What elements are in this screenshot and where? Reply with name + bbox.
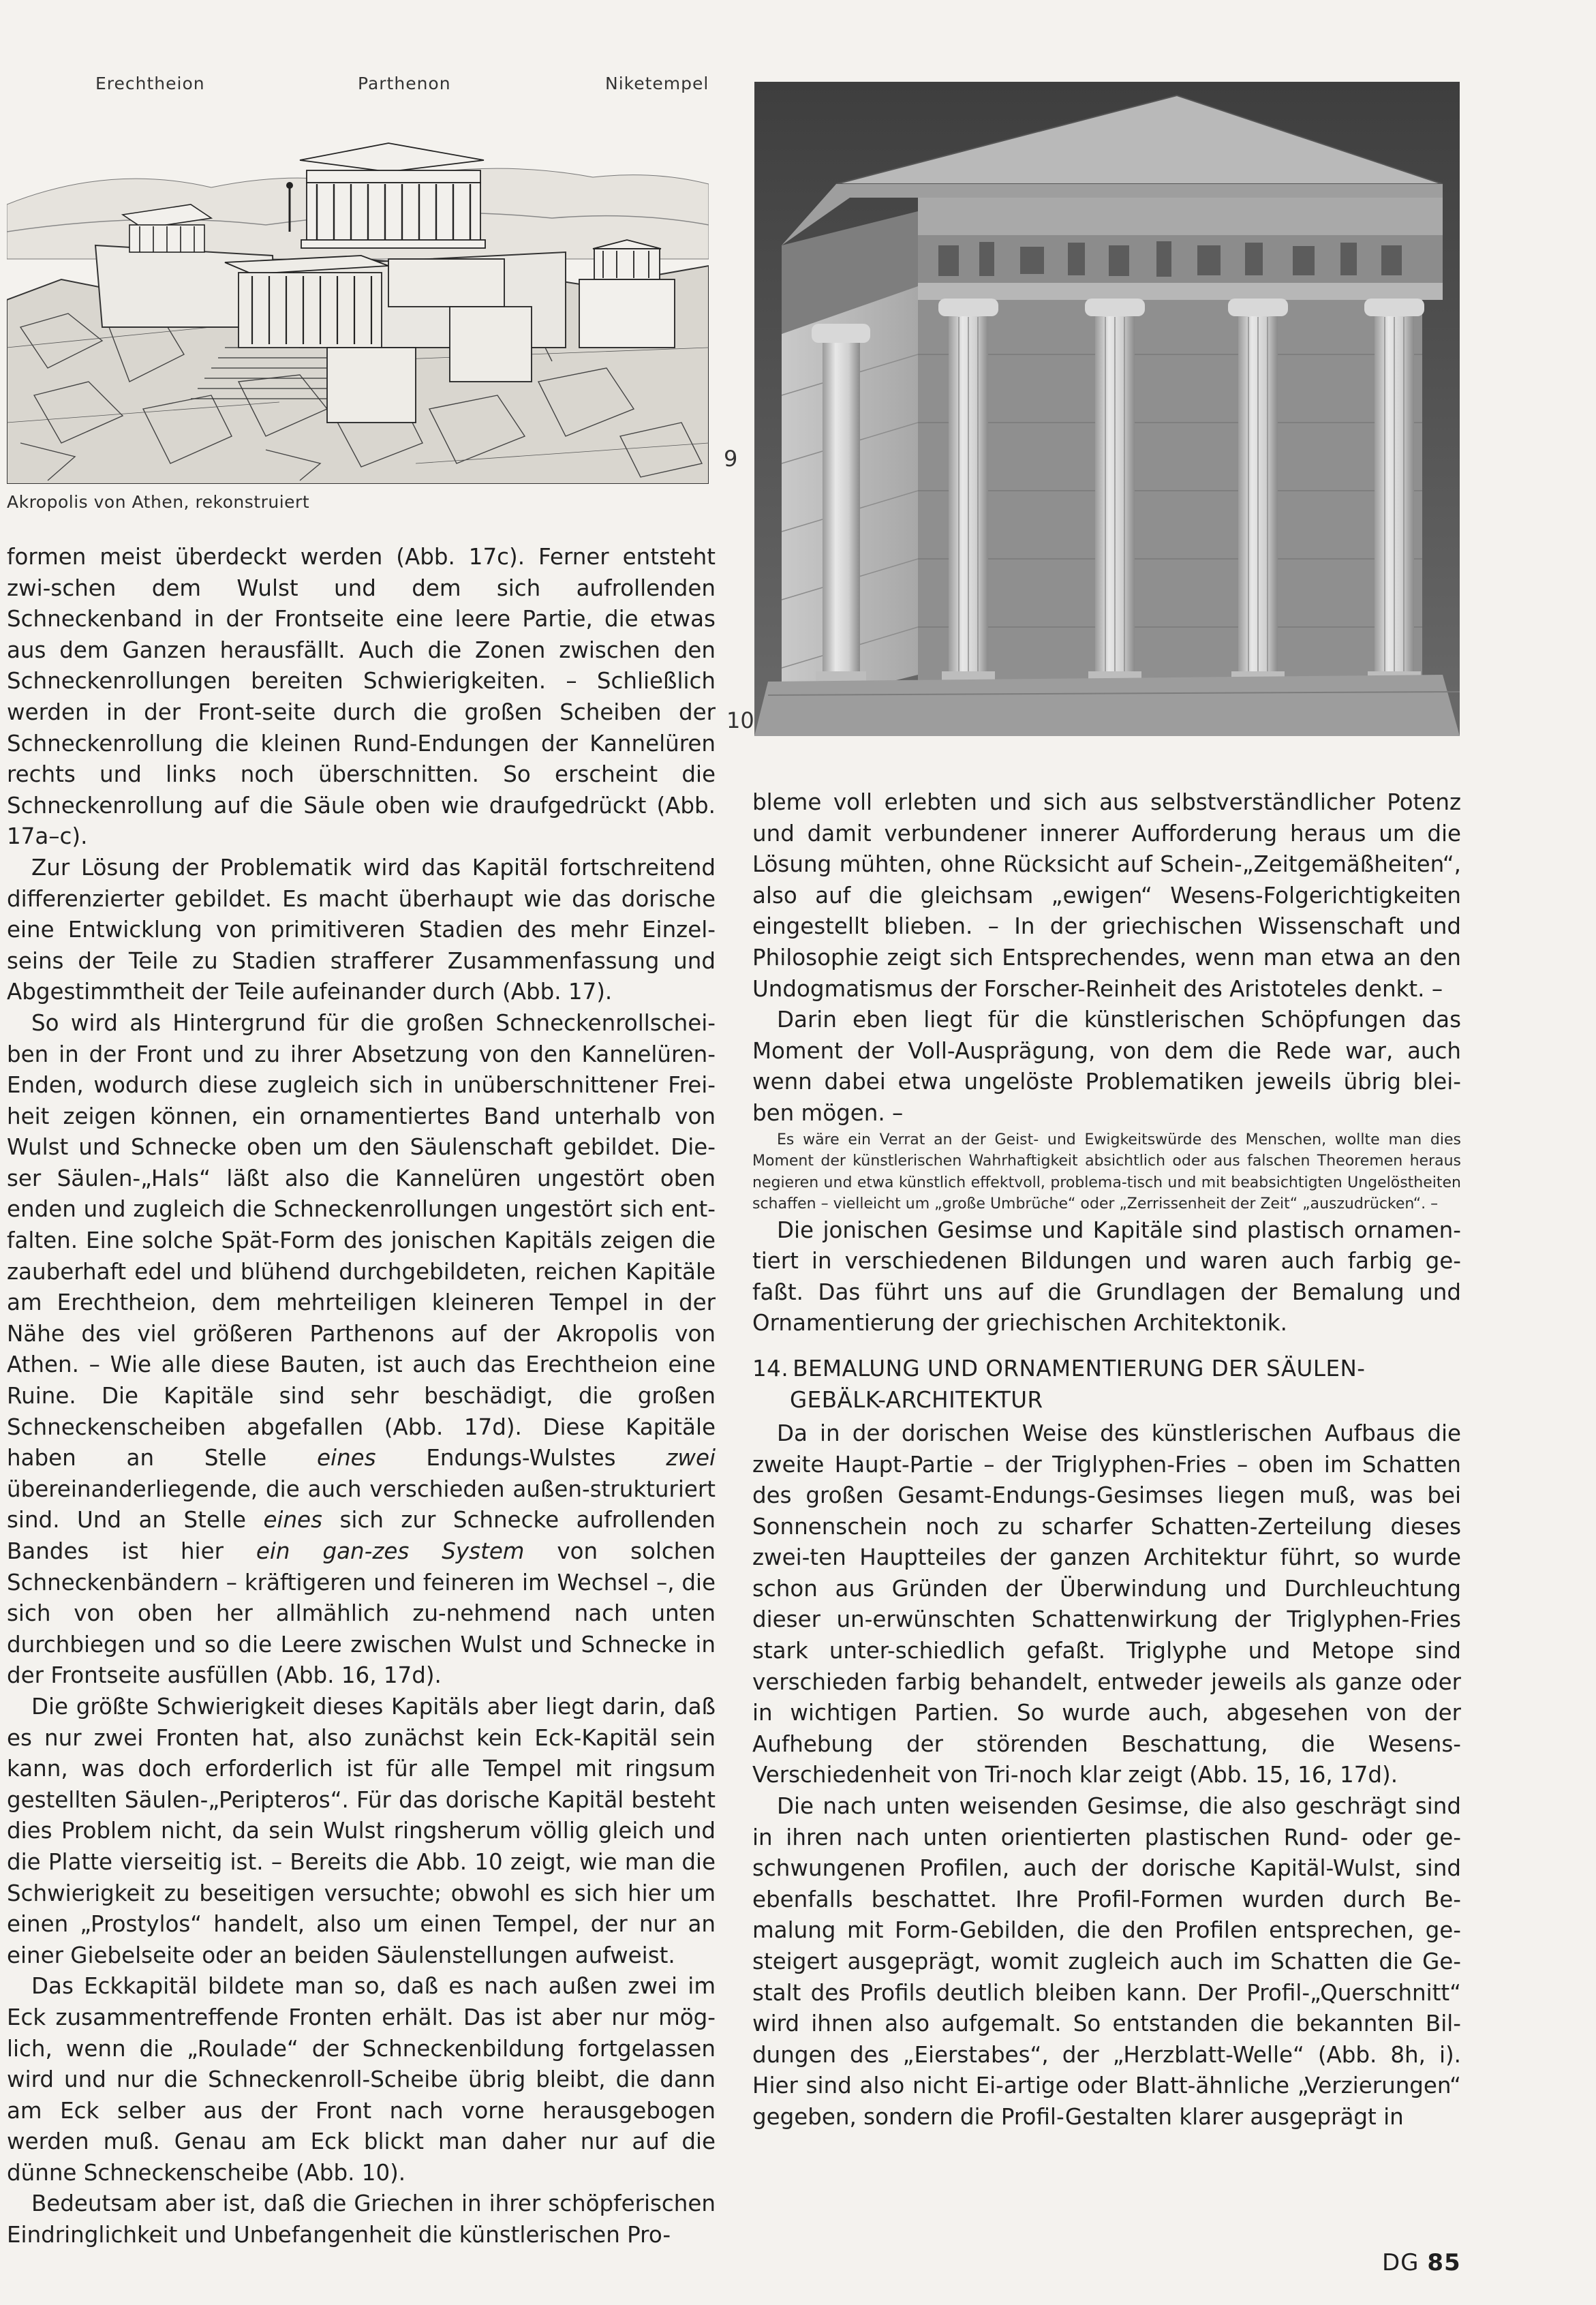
label-niketempel: Niketempel [605,74,709,93]
section-heading [752,1353,1461,1416]
paragraph: Die größte Schwierigkeit dieses Kapitäls aber liegt darin, daß es nur zwei Fronten hat, also zunächst kein Eck-Kapitäl sein kann, was doch erforderlich ist für alle Tempel mit ringsum gestellten Säulen-„Peripteros“. Für das dorische Kapitäl besteht dies Problem nicht, da sein Wulst ringsherum völlig gleich und die Platte vierseitig ist. – Bereits die Abb. 10 zeigt, wie man die Schwierigkeit zu beseitigen versuchte; obwohl es sich hier um einen „Prostylos“ handelt, also um einen Tempel, der nur an einer Giebelseite oder an beiden Säulenstellungen aufweist. [7,1693,716,1968]
label-parthenon: Parthenon [358,74,451,93]
paragraph: Bedeutsam aber ist, daß die Griechen in ihrer schöpferischen Eindringlichkeit und Unbefangenheit die künstlerischen Pro- [7,2190,716,2248]
section-title-line-2: GEBÄLK-ARCHITEKTUR [790,1386,1043,1413]
right-text-column [752,787,1461,2133]
left-text-column [7,542,716,2251]
paragraph: bleme voll erlebten und sich aus selbstverständlicher Potenz und damit verbundener innerer Aufforderung heraus um die Lösung mühten, ohne Rücksicht auf Schein-„Zeitgemäßheiten“, also auf die gleichsam „ewigen“ Wesens-Folgerichtigkeiten eingestellt blieben. – In der griechischen Wissenschaft und Philosophie zeigt sich Entsprechendes, wenn man etwa an den Undogmatismus der Forscher-Reinheit des Aristoteles denkt. – [752,789,1461,1002]
paragraph: Die jonischen Gesimse und Kapitäle sind plastisch ornamen-tiert in verschiedenen Bildungen und waren auch farbig ge-faßt. Das führt uns auf die Grundlagen der Bemalung und Ornamentierung der griechischen Architektonik. [752,1217,1461,1337]
label-erechtheion: Erechtheion [95,74,205,93]
paragraph: So wird als Hintergrund für die großen Schneckenrollschei-ben in der Front und zu ihrer Absetzung von den Kannelüren-Enden, wodurch diese zugleich sich in unüberschnittener Frei-heit zeigen können, ein ornamentiertes Band unterhalb von Wulst und Schnecke oben um den Säulenschaft gebildet. Die-ser Säulen-„Hals“ läßt also die Kannelüren ungestört oben enden und zugleich die Schneckenrollungen ungestört sich ent-falten. Eine solche Spät-Form des jonischen Kapitäls zeigen die zauberhaft edel und blühend durchgebildeten, reichen Kapitäle am Erechtheion, dem mehrteiligen kleineren Tempel in der Nähe des viel größeren Parthenons auf der Akropolis von Athen. – Wie alle diese Bauten, ist auch das Erechtheion eine Ruine. Die Kapitäle sind sehr beschädigt, die großen Schneckenscheiben abgefallen (Abb. 17d). Diese Kapitäle haben an Stelle eines Endungs-Wulstes zwei übereinanderliegende, die auch verschieden außen-strukturiert sind. Und an Stelle eines sich zur Schnecke aufrollenden Bandes ist hier ein gan-zes System von solchen Schneckenbändern – kräftigeren und feineren im Wechsel –, die sich von oben her allmählich zu-nehmend nach unten durchbiegen und so die Leere zwischen Wulst und Schnecke in der Frontseite ausfüllen (Abb. 16, 17d). [7,1009,716,1689]
figure-number-10: 10 [726,707,754,733]
figure-number-9: 9 [724,446,738,472]
nike-temple-photograph [754,82,1460,736]
figure-9-caption: Akropolis von Athen, rekonstruiert [7,492,310,512]
paragraph: Darin eben liegt für die künstlerischen Schöpfungen das Moment der Voll-Ausprägung, von dem die Rede war, auch wenn dabei etwa ungelöste Problematiken jeweils übrig blei-ben mögen. – [752,1007,1461,1126]
section-title-line-1: BEMALUNG UND ORNAMENTIERUNG DER SÄULEN- [793,1355,1366,1382]
footnote-small-print: Es wäre ein Verrat an der Geist- und Ewigkeitswürde des Menschen, wollte man dies Moment der künstlerischen Wahrhaftigkeit absichtlich oder aus falschen Theoremen heraus negieren und etwa künstlich effektvoll, problema-tisch und mit beabsichtigten Ungelöstheiten schaffen – vielleicht um „große Umbrüche“ oder „Zerrissenheit der Zeit“ „auszudrücken“. – [752,1131,1461,1213]
page-number: DG 85 [1382,2249,1461,2276]
acropolis-reconstruction-drawing [7,123,709,484]
section-number: 14. [752,1355,789,1382]
paragraph: Das Eckkapitäl bildete man so, daß es nach außen zwei im Eck zusammentreffende Fronten erhält. Das ist aber nur mög-lich, wenn die „Roulade“ der Schneckenbildung fortgelassen wird und nur die Schneckenroll-Scheibe übrig bleibt, die dann am Eck selber aus der Front nach vorne herausgebogen werden muß. Genau am Eck blickt man daher nur auf die dünne Schneckenscheibe (Abb. 10). [7,1973,716,2186]
paragraph: formen meist überdeckt werden (Abb. 17c). Ferner entsteht zwi-schen dem Wulst und dem sich aufrollenden Schneckenband in der Frontseite eine leere Partie, die etwas aus dem Ganzen herausfällt. Auch die Zonen zwischen den Schneckenrollungen bereiten Schwierigkeiten. – Schließlich werden in der Front-seite durch die großen Scheiben der Schneckenrollung die kleinen Rund-Endungen der Kannelüren rechts und links noch überschnitten. So erscheint die Schneckenrollung auf die Säule oben wie draufgedrückt (Abb. 17a–c). [7,544,716,850]
paragraph: Da in der dorischen Weise des künstlerischen Aufbaus die zweite Haupt-Partie – der Triglyphen-Fries – oben im Schatten des großen Gesamt-Endungs-Gesimses liegen muß, was bei Sonnenschein noch zu scharfer Schatten-Zerteilung dieses zwei-ten Hauptteiles der ganzen Architektur führt, so wurde schon aus Gründen der Überwindung und Durchleuchtung dieser un-erwünschten Schattenwirkung der Triglyphen-Fries stark unter-schiedlich gefaßt. Triglyphe und Metope sind verschieden farbig behandelt, entweder jeweils als ganze oder in wichtigen Partien. So wurde auch, abgesehen von der Aufhebung der störenden Beschattung, die Wesens-Verschiedenheit von Tri-noch klar zeigt (Abb. 15, 16, 17d). [752,1420,1461,1788]
paragraph: Zur Lösung der Problematik wird das Kapitäl fortschreitend differenzierter gebildet. Es macht überhaupt wie das dorische eine Entwicklung von primitiveren Stadien des mehr Einzel-seins der Teile zu Stadien strafferer Zusammenfassung und Abgestimmtheit der Teile aufeinander durch (Abb. 17). [7,854,716,1005]
paragraph: Die nach unten weisenden Gesimse, die also geschrägt sind in ihren nach unten orientierten plastischen Rund- oder ge-schwungenen Profilen, auch der dorische Kapitäl-Wulst, sind ebenfalls beschattet. Ihre Profil-Formen wurden durch Be-malung mit Form-Gebilden, die den Profilen entsprechen, ge-steigert ausgeprägt, womit zugleich auch im Schatten die Ge-stalt des Profils deutlich bleiben kann. Der Profil-„Querschnitt“ wird ihnen also aufgemalt. So entstanden die bekannten Bil-dungen des „Eierstabes“, der „Herzblatt-Welle“ (Abb. 8h, i). Hier sind also nicht Ei-artige oder Blatt-ähnliche „Verzierungen“ gegeben, sondern die Profil-Gestalten klarer ausgeprägt in [752,1793,1461,2130]
figure-9-labels [7,74,709,98]
